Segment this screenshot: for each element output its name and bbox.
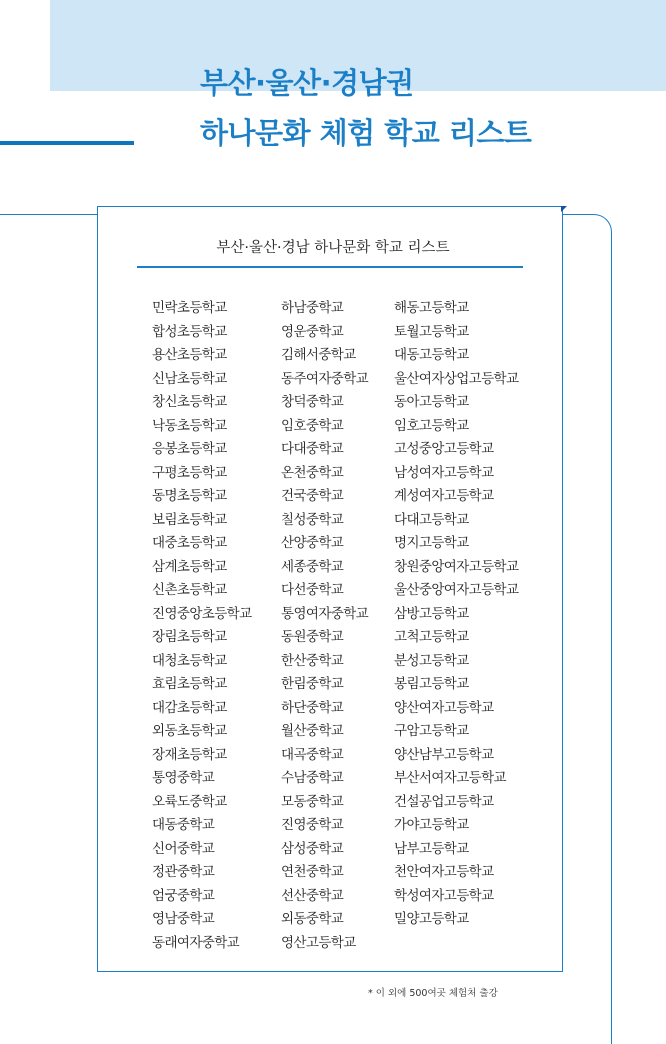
school-list-item: 대곡중학교: [281, 746, 344, 763]
school-list-item: 창덕중학교: [281, 394, 344, 410]
school-list-item: 대청초등학교: [152, 652, 227, 669]
school-list-item: 창원중앙여자고등학교: [394, 558, 519, 575]
school-list-item: 하남중학교: [281, 300, 344, 316]
school-column-3: [394, 298, 518, 933]
school-list-item: 동주여자중학교: [281, 370, 369, 387]
school-list-item: 남부고등학교: [394, 840, 469, 857]
school-list-item: 한산중학교: [281, 652, 344, 669]
school-list-item: 진영중학교: [281, 817, 344, 833]
school-list-item: 외동중학교: [281, 911, 344, 927]
school-list-item: 다대고등학교: [394, 511, 469, 528]
school-list-item: 김해서중학교: [281, 347, 356, 363]
school-list-item: 대동중학교: [152, 817, 215, 833]
card-heading-rule: [137, 266, 523, 268]
school-list-item: 가야고등학교: [394, 817, 469, 833]
page-title-line-2: 하나문화 체험 학교 리스트: [200, 116, 532, 150]
school-list-item: 민락초등학교: [152, 300, 227, 316]
school-list-item: 분성고등학교: [394, 652, 469, 669]
school-list-item: 모동중학교: [281, 793, 344, 810]
school-list-item: 고척고등학교: [394, 629, 469, 645]
school-list-item: 월산중학교: [281, 723, 344, 739]
school-list-item: 학성여자고등학교: [394, 887, 494, 904]
school-list-item: 정관중학교: [152, 864, 215, 880]
school-list-item: 울산여자상업고등학교: [394, 370, 519, 387]
school-list-item: 봉림고등학교: [394, 676, 469, 692]
school-list-item: 토월고등학교: [394, 323, 469, 340]
school-list-item: 한림중학교: [281, 676, 344, 692]
school-list-item: 해동고등학교: [394, 300, 469, 316]
school-list-item: 명지고등학교: [394, 535, 469, 551]
school-list-item: 대감초등학교: [152, 699, 227, 716]
school-list-item: 영남중학교: [152, 911, 215, 927]
school-list-item: 삼계초등학교: [152, 558, 227, 575]
school-list-item: 대동고등학교: [394, 347, 469, 363]
school-list-item: 부산서여자고등학교: [394, 770, 506, 786]
school-list-item: 오륙도중학교: [152, 793, 227, 810]
school-list-item: 계성여자고등학교: [394, 488, 494, 504]
card-corner-mark: [561, 206, 567, 212]
footnote: * 이 외에 500여곳 체험처 출강: [368, 988, 498, 999]
school-list-item: 양산남부고등학교: [394, 746, 494, 763]
school-list-item: 신촌초등학교: [152, 582, 227, 598]
title-accent-rule: [0, 141, 134, 145]
school-list-item: 보림초등학교: [152, 511, 227, 528]
school-list-item: 건국중학교: [281, 488, 344, 504]
school-list-item: 동아고등학교: [394, 394, 469, 410]
school-list-item: 남성여자고등학교: [394, 464, 494, 481]
school-list-item: 다선중학교: [281, 582, 344, 598]
school-list-item: 통영중학교: [152, 770, 215, 786]
school-list-item: 다대중학교: [281, 441, 344, 457]
school-list-item: 삼성중학교: [281, 840, 344, 857]
school-list-item: 세종중학교: [281, 558, 344, 575]
school-list-item: 응봉초등학교: [152, 441, 227, 457]
card-heading: 부산·울산·경남 하나문화 학교 리스트: [216, 240, 450, 256]
school-list-item: 효림초등학교: [152, 676, 227, 692]
school-list-item: 합성초등학교: [152, 323, 227, 340]
school-list-item: 영운중학교: [281, 323, 344, 340]
school-list-item: 연천중학교: [281, 864, 344, 880]
school-list-item: 밀양고등학교: [394, 911, 469, 927]
school-list-item: 임호중학교: [281, 417, 344, 434]
school-list-item: 울산중앙여자고등학교: [394, 582, 519, 598]
school-list-item: 칠성중학교: [281, 511, 344, 528]
school-list-item: 고성중앙고등학교: [394, 441, 494, 457]
school-list-item: 외동초등학교: [152, 723, 227, 739]
school-list-item: 신남초등학교: [152, 370, 227, 387]
school-list-item: 산양중학교: [281, 535, 344, 551]
school-list-item: 대중초등학교: [152, 535, 227, 551]
school-list-item: 동원중학교: [281, 629, 344, 645]
school-list-item: 신어중학교: [152, 840, 215, 857]
school-list-item: 낙동초등학교: [152, 417, 227, 434]
school-list-item: 선산중학교: [281, 887, 344, 904]
school-list-item: 온천중학교: [281, 464, 344, 481]
school-column-1: [152, 298, 252, 956]
school-list-item: 하단중학교: [281, 699, 344, 716]
school-list-item: 건설공업고등학교: [394, 793, 494, 810]
school-list-item: 임호고등학교: [394, 417, 469, 434]
school-list-item: 동래여자중학교: [152, 934, 240, 951]
school-list-item: 천안여자고등학교: [394, 864, 494, 880]
school-list-item: 통영여자중학교: [281, 605, 369, 622]
school-list-item: 구암고등학교: [394, 723, 469, 739]
school-list-item: 수남중학교: [281, 770, 344, 786]
page-title-line-1: 부산·울산·경남권: [200, 66, 414, 100]
school-list-item: 동명초등학교: [152, 488, 227, 504]
school-list-item: 장재초등학교: [152, 746, 227, 763]
school-list-item: 엄궁중학교: [152, 887, 215, 904]
school-list-item: 삼방고등학교: [394, 605, 469, 622]
school-list-item: 영산고등학교: [281, 934, 356, 951]
school-list-item: 장림초등학교: [152, 629, 227, 645]
school-list-item: 양산여자고등학교: [394, 699, 494, 716]
school-list-item: 진영중앙초등학교: [152, 605, 252, 622]
school-list-item: 용산초등학교: [152, 347, 227, 363]
school-list-item: 구평초등학교: [152, 464, 227, 481]
school-column-2: [281, 298, 368, 956]
school-list-item: 창신초등학교: [152, 394, 227, 410]
